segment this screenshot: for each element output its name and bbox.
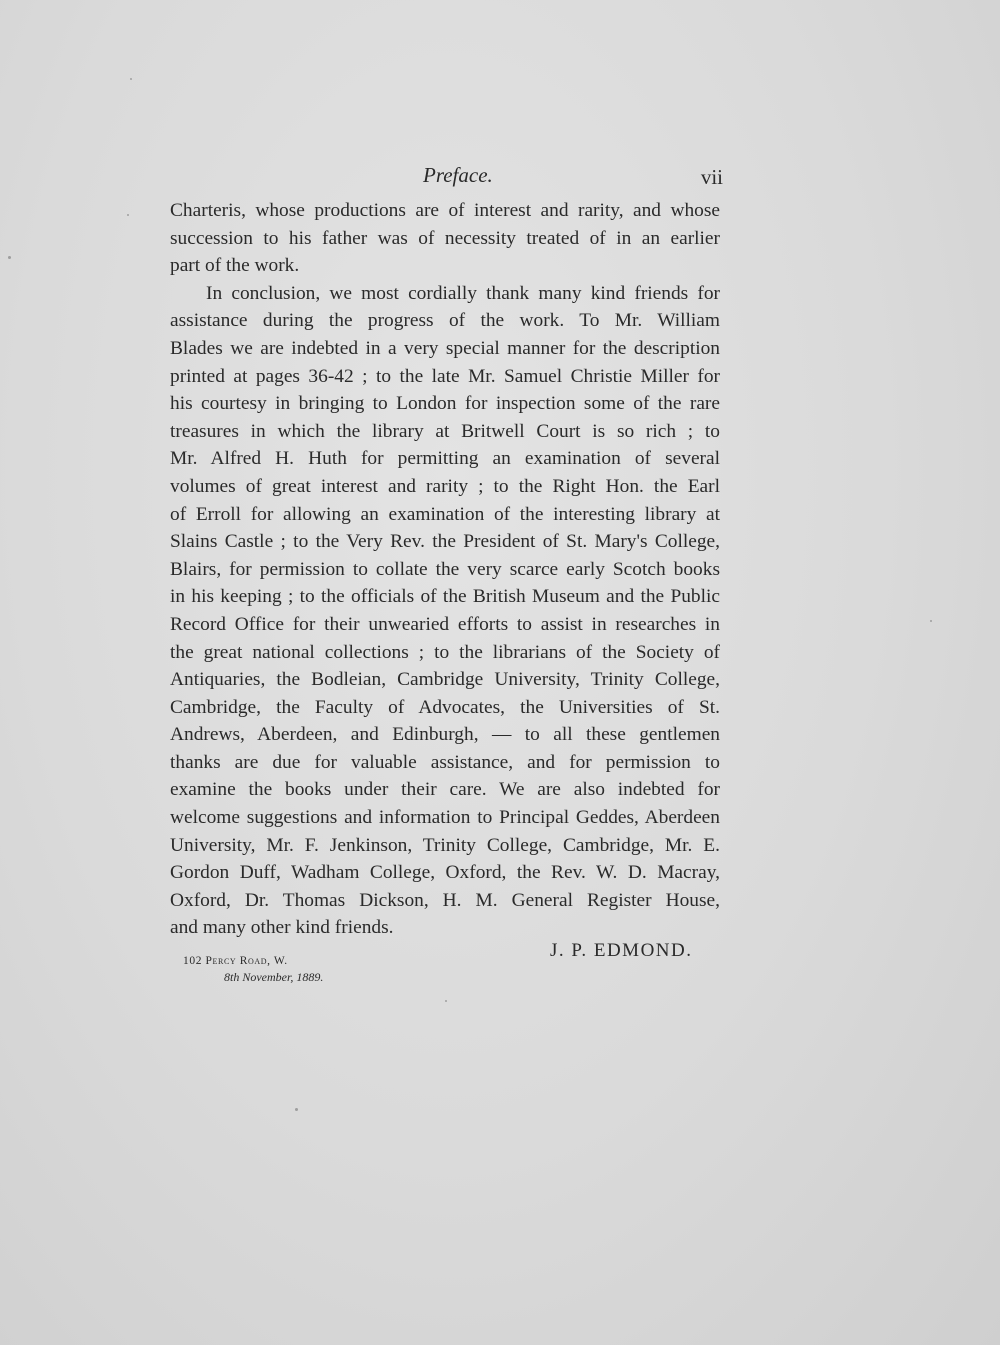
text-line: Slains Castle ; to the Very Rev. the President of St. Mary's College, [170, 531, 720, 553]
text-line: Mr. Alfred H. Huth for permitting an examination of several [170, 448, 720, 470]
text-line: the great national collections ; to the librarians of the Society of [170, 641, 720, 663]
running-head-title: Preface. [423, 163, 493, 187]
text-line: and many other kind friends. [170, 917, 394, 939]
paper-speck [8, 256, 11, 259]
text-line: In conclusion, we most cordially thank many kind friends for [206, 282, 720, 304]
paper-speck [127, 214, 129, 216]
text-line: Oxford, Dr. Thomas Dickson, H. M. General Register House, [170, 889, 720, 911]
text-line: part of the work. [170, 255, 300, 277]
paper-speck [445, 1000, 447, 1002]
signature: J. P. EDMOND. [550, 940, 693, 961]
preface-body [170, 197, 720, 942]
text-line: Charteris, whose productions are of interest and rarity, and whose [170, 200, 720, 221]
paper-speck [930, 620, 932, 622]
running-head [175, 163, 723, 193]
text-line: Blairs, for permission to collate the very scarce early Scotch books [170, 558, 720, 580]
paper-speck [130, 78, 132, 80]
paper-speck [295, 1108, 298, 1111]
text-line: of Erroll for allowing an examination of the interesting library at [170, 503, 720, 525]
text-line: treasures in which the library at Britwell Court is so rich ; to [170, 420, 720, 442]
text-line: assistance during the progress of the work. To Mr. William [170, 310, 720, 332]
text-line: Andrews, Aberdeen, and Edinburgh, — to all these gentlemen [170, 724, 720, 746]
text-line: Blades we are indebted in a very special manner for the description [170, 337, 720, 359]
text-line: Record Office for their unwearied efforts to assist in researches in [170, 613, 720, 635]
address: 102 Percy Road, W. [183, 955, 288, 967]
page-number: vii [700, 165, 723, 189]
text-line: printed at pages 36-42 ; to the late Mr. Samuel Christie Miller for [170, 365, 720, 387]
text-line: in his keeping ; to the officials of the British Museum and the Public [170, 586, 720, 608]
text-line: thanks are due for valuable assistance, and for permission to [170, 751, 720, 773]
text-line: examine the books under their care. We are also indebted for [170, 779, 720, 801]
text-line: Cambridge, the Faculty of Advocates, the Universities of St. [170, 696, 720, 718]
text-line: volumes of great interest and rarity ; to the Right Hon. the Earl [170, 475, 720, 497]
text-line: succession to his father was of necessity treated of in an earlier [170, 227, 720, 249]
date: 8th November, 1889. [224, 970, 324, 984]
text-line: his courtesy in bringing to London for inspection some of the rare [170, 393, 720, 415]
text-line: University, Mr. F. Jenkinson, Trinity College, Cambridge, Mr. E. [170, 834, 720, 856]
text-line: Antiquaries, the Bodleian, Cambridge University, Trinity College, [170, 669, 720, 691]
text-line: welcome suggestions and information to Principal Geddes, Aberdeen [170, 807, 720, 829]
text-line: Gordon Duff, Wadham College, Oxford, the Rev. W. D. Macray, [170, 862, 720, 884]
